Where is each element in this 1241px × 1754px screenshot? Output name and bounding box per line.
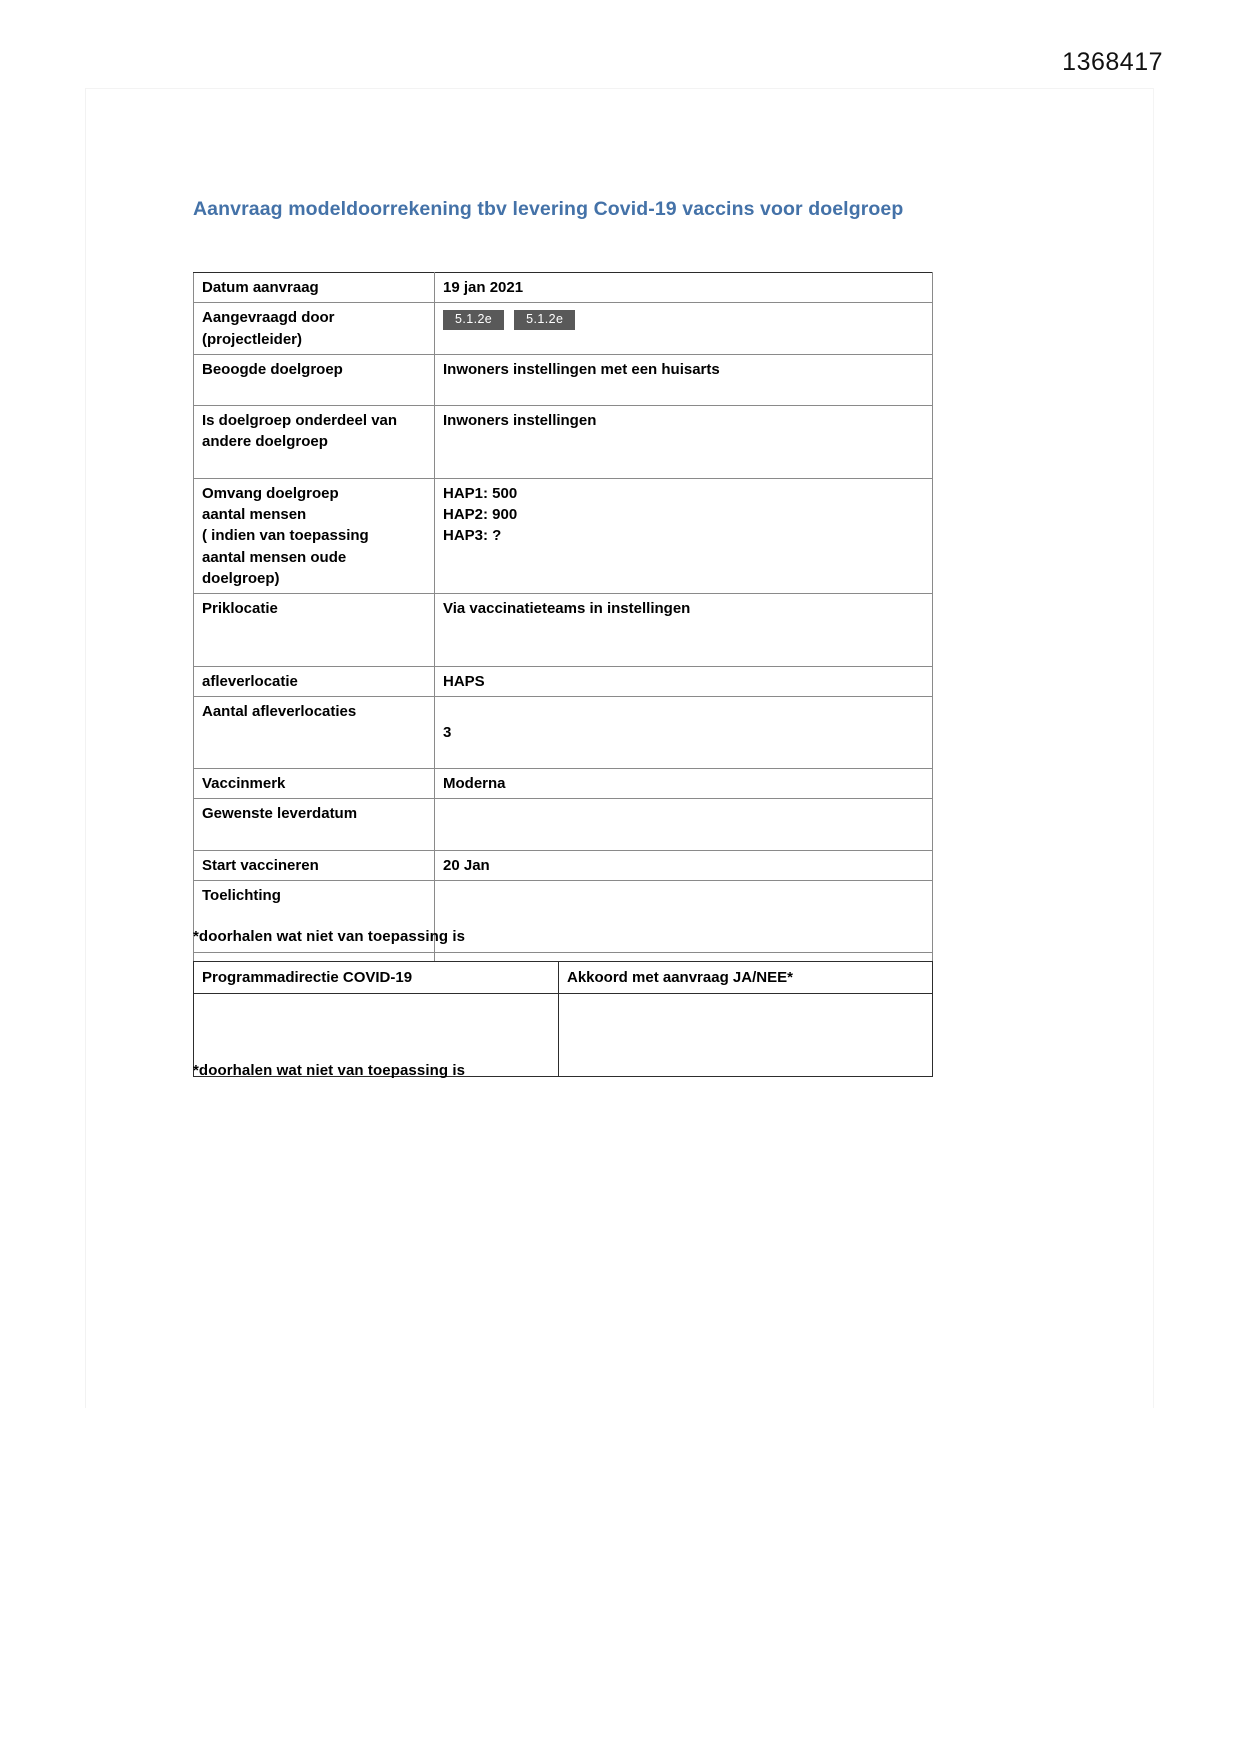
page-title: Aanvraag modeldoorrekening tbv levering Covid-19 vaccins voor doelgroep <box>193 198 904 220</box>
table-row <box>194 666 933 696</box>
row-label-afleverlocatie: afleverlocatie <box>194 666 435 696</box>
label-line-4: aantal mensen oude <box>202 548 347 566</box>
value-line-hap1: HAP1: 500 <box>443 484 518 502</box>
label-line-2: andere doelgroep <box>202 433 328 451</box>
table-row <box>194 769 933 799</box>
table-row <box>194 696 933 768</box>
row-value-aantal-afleverlocaties <box>435 696 933 768</box>
label-line-1: Priklocatie <box>202 600 278 618</box>
request-details-table <box>193 272 933 962</box>
table-row <box>194 273 933 303</box>
value-spacer <box>443 701 932 722</box>
value-line-1: 3 <box>443 723 452 741</box>
label-line-1: Toelichting <box>202 887 281 905</box>
scan-edge-left <box>85 88 86 1408</box>
footnote-first: *doorhalen wat niet van toepassing is <box>193 928 466 945</box>
cell-spacer <box>202 453 434 474</box>
table-row <box>194 594 933 666</box>
row-value-onderdeel-andere-doelgroep: Inwoners instellingen <box>435 406 933 479</box>
row-label-gewenste-leverdatum <box>194 799 435 850</box>
table-row <box>194 354 933 405</box>
approval-header-left: Programmadirectie COVID-19 <box>194 962 559 994</box>
document-number: 1368417 <box>1062 48 1163 76</box>
row-label-omvang-doelgroep <box>194 478 435 593</box>
label-line-3: ( indien van toepassing <box>202 527 369 545</box>
row-value-omvang-doelgroep <box>435 478 933 593</box>
table-row <box>194 799 933 850</box>
row-value-start-vaccineren: 20 Jan <box>435 850 933 880</box>
label-line-2: aantal mensen <box>202 506 307 524</box>
label-line-1: Gewenste leverdatum <box>202 805 358 823</box>
row-label-aantal-afleverlocaties <box>194 696 435 768</box>
row-label-aangevraagd-door <box>194 303 435 355</box>
row-label-priklocatie <box>194 594 435 666</box>
row-value-vaccinmerk: Moderna <box>435 769 933 799</box>
cell-spacer <box>202 825 434 846</box>
value-line-hap2: HAP2: 900 <box>443 506 518 524</box>
row-value-aangevraagd-door <box>435 303 933 355</box>
label-line-1: Aangevraagd door <box>202 309 335 327</box>
approval-table <box>193 961 933 1077</box>
label-line-5: doelgroep) <box>202 569 280 587</box>
redaction-box-1: 5.1.2e <box>443 310 504 330</box>
row-value-afleverlocatie: HAPS <box>435 666 933 696</box>
row-label-onderdeel-andere-doelgroep <box>194 406 435 479</box>
label-line-1: Aantal afleverlocaties <box>202 702 357 720</box>
cell-spacer <box>202 722 434 764</box>
table-row <box>194 478 933 593</box>
redaction-group <box>443 307 932 330</box>
redaction-box-2: 5.1.2e <box>514 310 575 330</box>
scan-edge-top <box>85 88 1154 89</box>
cell-spacer <box>202 380 434 401</box>
scan-edge-right <box>1153 88 1154 1408</box>
row-value-toelichting <box>435 881 933 953</box>
row-label-beoogde-doelgroep <box>194 354 435 405</box>
table-row <box>194 962 933 994</box>
row-value-datum-aanvraag: 19 jan 2021 <box>435 273 933 303</box>
approval-header-right: Akkoord met aanvraag JA/NEE* <box>559 962 933 994</box>
row-label-start-vaccineren: Start vaccineren <box>194 850 435 880</box>
label-line-1: Is doelgroep onderdeel van <box>202 412 398 430</box>
row-value-gewenste-leverdatum <box>435 799 933 850</box>
label-line-2: (projectleider) <box>202 330 303 348</box>
row-label-datum-aanvraag: Datum aanvraag <box>194 273 435 303</box>
approval-cell-right <box>559 994 933 1077</box>
footnote-second: *doorhalen wat niet van toepassing is <box>193 1062 466 1079</box>
table-row <box>194 303 933 355</box>
table-row <box>194 406 933 479</box>
label-line-1: Beoogde doelgroep <box>202 360 343 378</box>
row-label-vaccinmerk: Vaccinmerk <box>194 769 435 799</box>
row-value-priklocatie: Via vaccinatieteams in instellingen <box>435 594 933 666</box>
label-line-1: Omvang doelgroep <box>202 484 339 502</box>
value-line-hap3: HAP3: ? <box>443 527 502 545</box>
cell-spacer <box>202 620 434 662</box>
table-row <box>194 850 933 880</box>
row-value-beoogde-doelgroep: Inwoners instellingen met een huisarts <box>435 354 933 405</box>
